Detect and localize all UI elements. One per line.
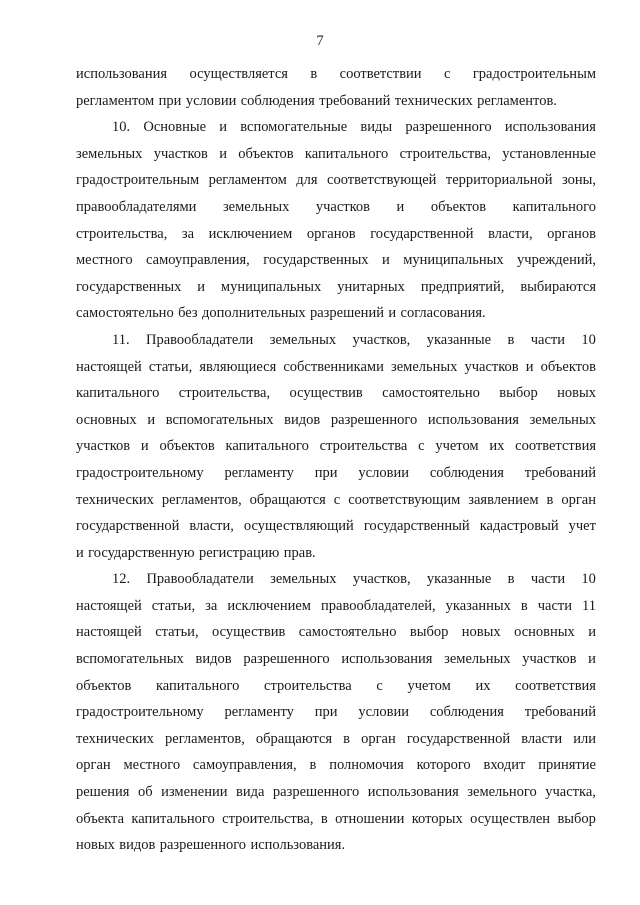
text-line <box>76 61 596 88</box>
word: объектов <box>159 438 215 455</box>
word: настоящей <box>76 597 142 614</box>
word: с <box>418 438 425 455</box>
word: новых <box>557 385 596 402</box>
word: регламентов, <box>165 730 245 747</box>
word: технических <box>76 491 154 508</box>
word: капитального <box>76 385 160 402</box>
word: и <box>219 145 227 162</box>
word: и <box>76 544 84 561</box>
word: разрешенного <box>159 837 247 854</box>
word: использования <box>76 66 168 82</box>
word: Правообладатели <box>146 571 254 588</box>
word: установленные <box>502 145 596 162</box>
word: регламентов, <box>161 491 242 508</box>
word: капитального <box>225 438 309 455</box>
word: с <box>444 66 451 82</box>
word: исключением <box>208 225 293 242</box>
word: за <box>181 225 195 242</box>
word: статьи, <box>148 358 193 375</box>
word: требований <box>524 704 596 721</box>
word: условии <box>358 704 409 721</box>
word: органов <box>306 225 356 242</box>
page-number: 7 <box>316 33 324 49</box>
word: обращаются <box>249 491 326 508</box>
word: основных <box>76 411 137 428</box>
paragraph-12 <box>76 566 596 859</box>
word: которого <box>416 757 471 774</box>
word: государственной <box>370 225 474 242</box>
word: муниципальных <box>403 252 504 269</box>
word: власти, <box>189 518 234 535</box>
word: учетом <box>407 677 451 694</box>
word: использования <box>341 651 433 668</box>
word: регистрацию <box>198 544 280 561</box>
word: самостоятельно <box>382 385 480 402</box>
word: за <box>205 597 218 614</box>
text-line <box>76 114 596 141</box>
word: выбор <box>499 385 538 402</box>
word: регламентом <box>76 92 155 109</box>
word: осуществляется <box>189 66 288 82</box>
word: участков, <box>352 331 411 348</box>
word: осуществив <box>289 385 363 402</box>
word: самоуправления, <box>146 252 250 269</box>
word: соответствующим <box>348 491 461 508</box>
word: участков <box>464 358 519 375</box>
word: земельных <box>222 198 290 215</box>
text-line <box>76 806 596 833</box>
word: соблюдения <box>240 92 315 109</box>
word: требований <box>319 92 391 109</box>
word: требований <box>524 464 596 481</box>
text-line <box>76 380 596 407</box>
word: самоуправления, <box>192 757 297 774</box>
word: власти, <box>488 225 533 242</box>
text-line <box>76 221 596 248</box>
text-line <box>76 327 596 354</box>
word: входит <box>483 757 526 774</box>
word: регламентов. <box>477 92 557 109</box>
word: капитального <box>304 145 389 162</box>
word: земельного <box>467 784 537 801</box>
word: условии <box>185 92 237 109</box>
word: объектов <box>76 677 132 694</box>
word: государственной <box>76 518 180 535</box>
word: строительства, <box>178 385 271 402</box>
word: прав. <box>283 544 316 561</box>
word: 11. <box>112 331 130 348</box>
word: видов <box>284 411 321 428</box>
word: государственных <box>263 252 369 269</box>
word: условии <box>358 464 409 481</box>
word: органов <box>547 225 596 242</box>
word: участков <box>76 438 131 455</box>
word: предприятий, <box>420 278 505 295</box>
word: земельных <box>76 145 143 162</box>
word: части <box>530 331 566 348</box>
word: разрешенного <box>405 119 492 136</box>
word: об <box>137 784 153 801</box>
text-line <box>76 513 596 540</box>
text-line <box>76 699 596 726</box>
word: территориальной <box>445 172 553 189</box>
word: муниципальных <box>220 278 322 295</box>
word: соответствия <box>515 677 596 694</box>
word: 10. <box>112 119 131 136</box>
text-line <box>76 433 596 460</box>
word: участков, <box>352 571 411 588</box>
word: настоящей <box>76 358 142 375</box>
text-line <box>76 540 596 567</box>
word: дополнительных <box>202 305 306 322</box>
word: объектов <box>540 358 596 375</box>
word: выбор <box>409 624 449 641</box>
text-line <box>76 247 596 274</box>
word: статьи, <box>151 597 196 614</box>
text-line <box>76 779 596 806</box>
text-line <box>76 300 596 327</box>
word: для <box>296 172 318 189</box>
word: согласования. <box>400 305 486 322</box>
word: с <box>333 491 341 508</box>
word: и <box>388 305 397 322</box>
word: без <box>178 305 198 322</box>
word: в <box>320 810 328 827</box>
word: учет <box>568 518 596 535</box>
word: являющиеся <box>199 358 277 375</box>
word: и <box>525 358 534 375</box>
word: орган <box>361 730 396 747</box>
word: в <box>507 331 515 348</box>
word: участков <box>153 145 208 162</box>
word: 12. <box>112 571 131 588</box>
text-line <box>76 593 596 620</box>
word: заявлением <box>468 491 539 508</box>
word: использования. <box>250 837 346 854</box>
word: вида <box>236 784 265 801</box>
word: и <box>197 278 205 295</box>
paragraph-11 <box>76 327 596 566</box>
word: осуществлен <box>470 810 551 827</box>
word: при <box>314 464 338 481</box>
word: орган <box>561 491 596 508</box>
word: строительства <box>319 438 408 455</box>
word: и <box>588 651 596 668</box>
word: государственную <box>88 544 195 561</box>
word: их <box>489 438 505 455</box>
word: при <box>314 704 338 721</box>
text-line <box>76 673 596 700</box>
paragraph-continuation <box>76 61 596 114</box>
word: в <box>507 571 515 588</box>
word: капитального <box>131 810 215 827</box>
word: которых <box>411 810 463 827</box>
word: участков <box>522 651 577 668</box>
word: самостоятельно <box>298 624 397 641</box>
word: кадастровый <box>479 518 559 535</box>
word: земельных <box>529 411 596 428</box>
text-line <box>76 167 596 194</box>
text-line <box>76 354 596 381</box>
word: градостроительному <box>76 704 204 721</box>
word: с <box>376 677 383 694</box>
word: вспомогательных <box>165 411 274 428</box>
word: регламенту <box>224 464 294 481</box>
text-line <box>76 752 596 779</box>
word: орган <box>76 757 111 774</box>
word: части <box>537 597 573 614</box>
word: соответствия <box>515 438 596 455</box>
text-line <box>76 619 596 646</box>
word: местного <box>123 757 181 774</box>
word: учреждений, <box>517 252 596 269</box>
word: разрешений <box>309 305 384 322</box>
word: видов <box>119 837 156 854</box>
word: при <box>158 92 182 109</box>
word: учетом <box>435 438 479 455</box>
word: соблюдения <box>429 464 504 481</box>
word: земельных <box>390 358 458 375</box>
text-line <box>76 646 596 673</box>
word: земельных <box>270 571 337 588</box>
word: 10 <box>581 571 596 588</box>
word: земельных <box>444 651 511 668</box>
word: регламенту <box>224 704 294 721</box>
text-line <box>76 194 596 221</box>
word: строительства, <box>399 145 491 162</box>
word: участка, <box>545 784 596 801</box>
word: указанные <box>426 571 492 588</box>
text-line <box>76 407 596 434</box>
word: принятие <box>538 757 596 774</box>
word: собственниками <box>283 358 384 375</box>
word: объектов <box>430 198 487 215</box>
word: исключением <box>227 597 311 614</box>
word: решения <box>76 784 130 801</box>
word: части <box>530 571 566 588</box>
word: и <box>147 411 156 428</box>
word: технических <box>394 92 473 109</box>
word: правообладателей, <box>321 597 436 614</box>
word: соответствии <box>339 66 422 82</box>
word: разрешенного <box>243 651 330 668</box>
text-line <box>76 726 596 753</box>
word: соблюдения <box>429 704 504 721</box>
word: строительства <box>264 677 352 694</box>
word: вспомогательные <box>240 119 348 136</box>
word: 11 <box>582 597 596 614</box>
word: объекта <box>76 810 125 827</box>
word: статьи, <box>155 624 199 641</box>
word: разрешенного <box>272 784 360 801</box>
word: виды <box>360 119 393 136</box>
word: осуществив <box>212 624 286 641</box>
word: новых <box>461 624 501 641</box>
word: градостроительному <box>76 464 204 481</box>
word: изменении <box>161 784 228 801</box>
word: Основные <box>143 119 207 136</box>
text-line <box>76 832 596 859</box>
word: указанные <box>426 331 492 348</box>
word: градостроительным <box>76 172 200 189</box>
word: местного <box>76 252 133 269</box>
word: отношении <box>335 810 405 827</box>
word: или <box>573 730 596 747</box>
word: власти <box>521 730 563 747</box>
text-line <box>76 88 596 115</box>
word: капитального <box>512 198 596 215</box>
word: 10 <box>581 331 596 348</box>
word: и <box>219 119 228 136</box>
word: обращаются <box>255 730 333 747</box>
word: в <box>343 730 351 747</box>
word: осуществляющий <box>243 518 354 535</box>
word: использования <box>427 411 519 428</box>
word: в <box>520 597 528 614</box>
word: использования <box>504 119 596 136</box>
word: выбор <box>557 810 596 827</box>
paragraph-10 <box>76 114 596 327</box>
word: капитального <box>155 677 240 694</box>
word: и <box>588 624 596 641</box>
word: полномочия <box>329 757 404 774</box>
word: Правообладатели <box>146 331 254 348</box>
word: видов <box>195 651 232 668</box>
word: в <box>546 491 554 508</box>
word: зоны, <box>561 172 596 189</box>
word: правообладателями <box>76 198 197 215</box>
word: использования <box>367 784 459 801</box>
word: новых <box>76 837 115 854</box>
word: строительства, <box>222 810 314 827</box>
word: вспомогательных <box>76 651 184 668</box>
text-line <box>76 487 596 514</box>
document-body <box>76 61 596 859</box>
word: строительства, <box>76 225 168 242</box>
word: и <box>396 198 405 215</box>
word: участков <box>315 198 371 215</box>
word: земельных <box>269 331 337 348</box>
word: унитарных <box>337 278 405 295</box>
word: разрешенного <box>330 411 418 428</box>
text-line <box>76 274 596 301</box>
word: технических <box>76 730 154 747</box>
word: и <box>382 252 390 269</box>
text-line <box>76 566 596 593</box>
word: государственных <box>76 278 182 295</box>
word: регламентом <box>208 172 287 189</box>
word: и <box>140 438 149 455</box>
word: выбираются <box>520 278 596 295</box>
word: основных <box>514 624 575 641</box>
word: соответствующей <box>327 172 437 189</box>
word: указанных <box>445 597 511 614</box>
text-line <box>76 141 596 168</box>
word: самостоятельно <box>76 305 174 322</box>
word: в <box>310 66 318 82</box>
word: в <box>309 757 317 774</box>
text-line <box>76 460 596 487</box>
word: государственной <box>406 730 511 747</box>
word: их <box>475 677 491 694</box>
word: градостроительным <box>472 66 596 82</box>
word: государственный <box>363 518 470 535</box>
word: объектов <box>238 145 294 162</box>
word: настоящей <box>76 624 142 641</box>
